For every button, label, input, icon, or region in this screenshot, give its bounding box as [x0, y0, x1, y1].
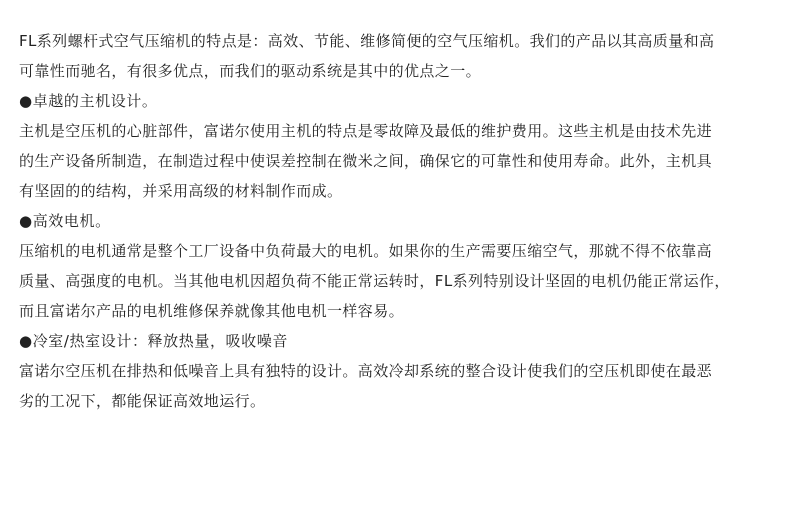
section-heading-cooling: ●冷室/热室设计：释放热量，吸收噪音 [19, 332, 288, 350]
cooling-line-1: 富诺尔空压机在排热和低噪音上具有独特的设计。高效冷却系统的整合设计使我们的空压机即使在最恶 [19, 362, 713, 380]
motor-line-3: 而且富诺尔产品的电机维修保养就像其他电机一样容易。 [19, 302, 405, 320]
main-unit-line-2: 的生产设备所制造，在制造过程中使误差控制在微米之间，确保它的可靠性和使用寿命。此外，主机具 [19, 152, 713, 170]
section-heading-main-unit: ●卓越的主机设计。 [19, 92, 158, 110]
main-unit-line-1: 主机是空压机的心脏部件，富诺尔使用主机的特点是零故障及最低的维护费用。这些主机是由技术先进 [19, 122, 713, 140]
motor-line-1: 压缩机的电机通常是整个工厂设备中负荷最大的电机。如果你的生产需要压缩空气，那就不得不依靠高 [19, 242, 713, 260]
main-unit-line-3: 有坚固的的结构，并采用高级的材料制作而成。 [19, 182, 343, 200]
intro-line-1: FL系列螺杆式空气压缩机的特点是：高效、节能、维修简便的空气压缩机。我们的产品以其高质量和高 [19, 32, 715, 50]
section-heading-motor: ●高效电机。 [19, 212, 111, 230]
intro-line-2: 可靠性而驰名，有很多优点，而我们的驱动系统是其中的优点之一。 [19, 62, 482, 80]
cooling-line-2: 劣的工况下，都能保证高效地运行。 [19, 392, 266, 410]
motor-line-2: 质量、高强度的电机。当其他电机因超负荷不能正常运转时，FL系列特别设计坚固的电机仍能正常运作， [19, 272, 730, 290]
